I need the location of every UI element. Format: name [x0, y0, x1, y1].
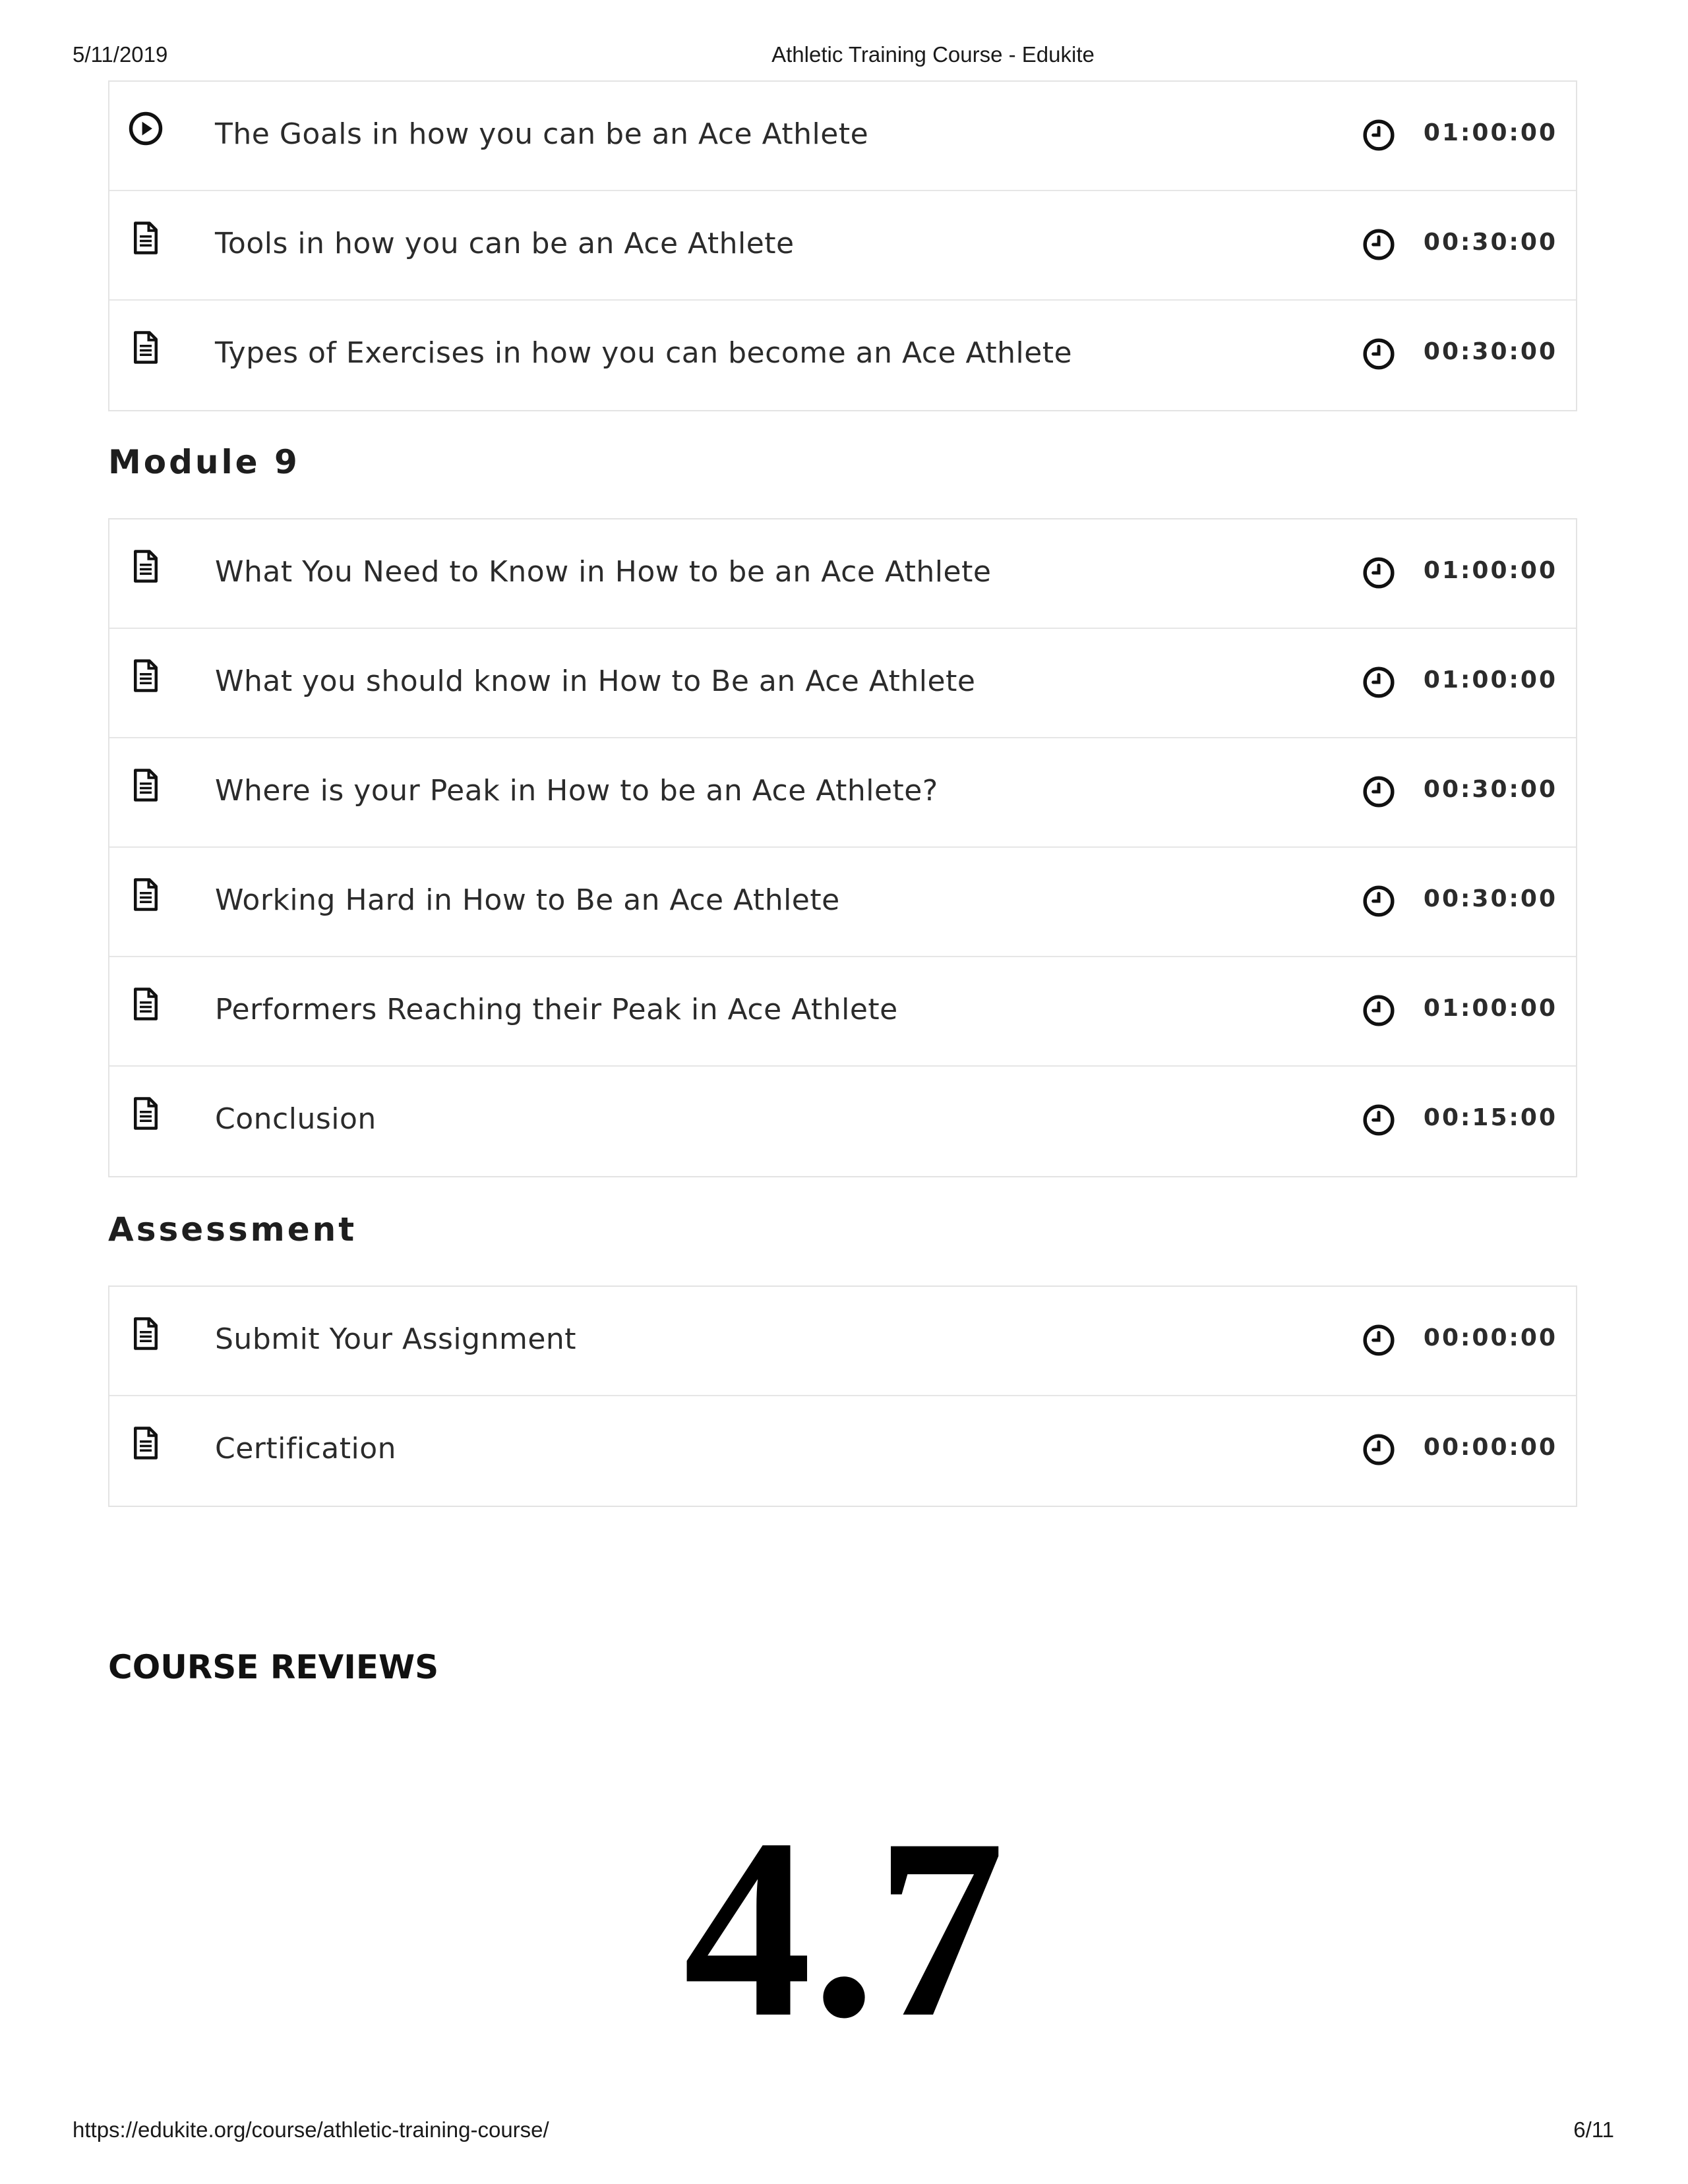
lesson-row[interactable] — [109, 848, 1576, 957]
document-icon — [128, 1096, 164, 1131]
document-icon — [128, 767, 164, 803]
clock-icon — [1362, 338, 1395, 370]
lesson-row[interactable] — [109, 629, 1576, 738]
clock-icon — [1362, 1324, 1395, 1357]
lesson-duration: 00:30:00 — [1423, 229, 1557, 256]
lesson-list-module-9 — [108, 518, 1577, 1177]
lesson-row[interactable] — [109, 82, 1576, 191]
lesson-row[interactable] — [109, 301, 1576, 410]
document-icon — [128, 877, 164, 912]
clock-icon — [1362, 119, 1395, 152]
clock-icon — [1362, 994, 1395, 1027]
document-icon — [128, 1316, 164, 1351]
clock-icon — [1362, 228, 1395, 261]
course-reviews-heading: COURSE REVIEWS — [108, 1648, 439, 1686]
lesson-duration: 00:15:00 — [1423, 1104, 1557, 1131]
clock-icon — [1362, 885, 1395, 918]
document-icon — [128, 658, 164, 694]
average-rating: 4.7 — [683, 1786, 1005, 2071]
lesson-title[interactable]: Tools in how you can be an Ace Athlete — [215, 227, 795, 260]
document-icon — [128, 330, 164, 365]
document-icon — [128, 1425, 164, 1461]
lesson-duration: 00:00:00 — [1423, 1324, 1557, 1351]
document-icon — [128, 548, 164, 584]
lesson-duration: 00:00:00 — [1423, 1434, 1557, 1461]
print-url: https://edukite.org/course/athletic-training-course/ — [73, 2117, 549, 2142]
module-9-heading: Module 9 — [108, 443, 300, 481]
lesson-title[interactable]: Types of Exercises in how you can become an Ace Athlete — [215, 336, 1073, 370]
lesson-title[interactable]: Where is your Peak in How to be an Ace Athlete? — [215, 774, 938, 808]
lesson-title[interactable]: The Goals in how you can be an Ace Athlete — [215, 117, 869, 151]
lesson-row[interactable] — [109, 957, 1576, 1067]
lesson-duration: 00:30:00 — [1423, 885, 1557, 912]
play-circle-icon — [128, 111, 164, 146]
lesson-duration: 00:30:00 — [1423, 338, 1557, 365]
lesson-title[interactable]: What you should know in How to Be an Ace Athlete — [215, 664, 976, 698]
lesson-title[interactable]: Working Hard in How to Be an Ace Athlete — [215, 883, 840, 917]
clock-icon — [1362, 1104, 1395, 1136]
lesson-title[interactable]: Conclusion — [215, 1102, 377, 1136]
lesson-row[interactable] — [109, 519, 1576, 629]
lesson-duration: 01:00:00 — [1423, 995, 1557, 1022]
print-page-number: 6/11 — [1573, 2117, 1614, 2142]
lesson-duration: 01:00:00 — [1423, 557, 1557, 584]
assessment-heading: Assessment — [108, 1210, 357, 1249]
lesson-row[interactable] — [109, 1396, 1576, 1506]
print-page-title: Athletic Training Course - Edukite — [771, 42, 1095, 67]
clock-icon — [1362, 775, 1395, 808]
print-date: 5/11/2019 — [73, 42, 168, 67]
lesson-list-assessment — [108, 1285, 1577, 1507]
clock-icon — [1362, 666, 1395, 699]
document-icon — [128, 220, 164, 256]
lesson-title[interactable]: What You Need to Know in How to be an Ace Athlete — [215, 555, 992, 589]
clock-icon — [1362, 1433, 1395, 1466]
clock-icon — [1362, 556, 1395, 589]
lesson-duration: 01:00:00 — [1423, 119, 1557, 146]
lesson-title[interactable]: Certification — [215, 1432, 397, 1465]
lesson-row[interactable] — [109, 191, 1576, 301]
lesson-list-previous — [108, 80, 1577, 411]
lesson-row[interactable] — [109, 738, 1576, 848]
lesson-row[interactable] — [109, 1067, 1576, 1176]
lesson-row[interactable] — [109, 1287, 1576, 1396]
lesson-title[interactable]: Performers Reaching their Peak in Ace Athlete — [215, 993, 898, 1026]
lesson-duration: 00:30:00 — [1423, 776, 1557, 803]
lesson-title[interactable]: Submit Your Assignment — [215, 1322, 577, 1356]
lesson-duration: 01:00:00 — [1423, 666, 1557, 694]
document-icon — [128, 986, 164, 1022]
